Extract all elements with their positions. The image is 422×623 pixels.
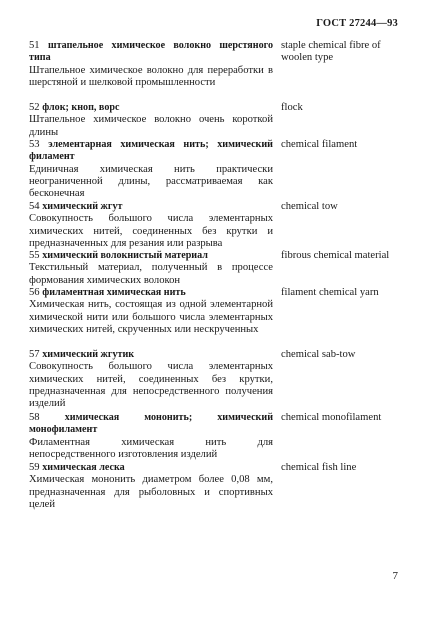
term-list xyxy=(29,40,401,524)
entry-number: 52 xyxy=(29,102,40,113)
entry-definition: Химическая мононить диаметром более 0,08 мм, предназначенная для рыболовных и спортивных целей xyxy=(29,474,273,510)
entry-ru-55 xyxy=(29,250,273,287)
entry-number: 58 xyxy=(29,412,40,423)
entry-number: 51 xyxy=(29,40,40,51)
entry-term: химический волокнистый материал xyxy=(42,250,208,261)
term-entry-55 xyxy=(29,250,401,287)
entry-ru-51 xyxy=(29,40,273,89)
entry-definition: Штапельное химическое волокно очень короткой длины xyxy=(29,114,273,138)
entry-ru-57 xyxy=(29,349,273,410)
entry-ru-58 xyxy=(29,412,273,461)
entry-en-52: flock xyxy=(281,102,303,113)
entry-term: химическая леска xyxy=(42,462,125,473)
entry-en-53: chemical filament xyxy=(281,139,358,150)
entry-number: 57 xyxy=(29,349,40,360)
entry-ru-53 xyxy=(29,139,273,200)
term-entry-52 xyxy=(29,102,401,139)
entry-term: филаментная химическая нить xyxy=(42,287,186,298)
entry-ru-56 xyxy=(29,287,273,336)
entry-number: 53 xyxy=(29,139,40,150)
entry-definition: Филаментная химическая нить для непосредственного изготовления изделий xyxy=(29,436,273,460)
entry-en-58: chemical monofilament xyxy=(281,412,382,423)
entry-term: химический жгутик xyxy=(42,349,135,360)
entry-number: 59 xyxy=(29,462,40,473)
entry-term: флок; кноп, ворс xyxy=(42,102,120,113)
entry-definition: Совокупность большого числа элементарных химических нитей, соединенных без крутки, предназначенная для непосредственного получения изделий xyxy=(29,361,273,410)
term-entry-59 xyxy=(29,462,401,524)
entry-number: 54 xyxy=(29,201,40,212)
term-entry-56 xyxy=(29,287,401,349)
entry-definition: Химическая нить, состоящая из одной элементарной химической нити или большого числа элементарных химических нитей, скрученных или нескрученных xyxy=(29,299,273,335)
entry-ru-52 xyxy=(29,102,273,139)
entry-term: химическая мононить; химический монофиламент xyxy=(29,412,274,436)
entry-definition: Совокупность большого числа элементарных химических нитей, соединенных без крутки и предназначенных для резания или разрыва xyxy=(29,213,273,249)
entry-term: штапельное химическое волокно шерстяного типа xyxy=(29,40,273,64)
entry-definition: Текстильный материал, полученный в процессе формования химических волокон xyxy=(29,262,273,286)
entry-en-56: filament chemical yarn xyxy=(281,287,379,298)
entry-number: 55 xyxy=(29,250,40,261)
entry-en-55: fibrous chemical material xyxy=(281,250,390,261)
entry-definition: Штапельное химическое волокно для переработки в шерстяной и шелковой промышленности xyxy=(29,64,273,88)
entry-ru-59 xyxy=(29,462,273,511)
entry-term: элементарная химическая нить; химический филамент xyxy=(29,139,273,163)
entry-en-57: chemical sab-tow xyxy=(281,349,356,360)
term-entry-54 xyxy=(29,201,401,250)
entry-term: химический жгут xyxy=(42,201,123,212)
term-entry-53 xyxy=(29,139,401,201)
page-number: 7 xyxy=(392,570,398,582)
entry-number: 56 xyxy=(29,287,40,298)
entry-ru-54 xyxy=(29,201,273,250)
entry-definition: Единичная химическая нить практически неограниченной длины, рассматриваемая как бесконечная xyxy=(29,163,273,200)
term-entry-58 xyxy=(29,412,401,462)
term-entry-57 xyxy=(29,349,401,412)
entry-en-54: chemical tow xyxy=(281,201,338,212)
page-header-standard: ГОСТ 27244—93 xyxy=(316,18,398,29)
term-entry-51 xyxy=(29,40,401,102)
entry-en-51: staple chemical fibre of woolen type xyxy=(281,40,381,64)
entry-en-59: chemical fish line xyxy=(281,462,357,473)
